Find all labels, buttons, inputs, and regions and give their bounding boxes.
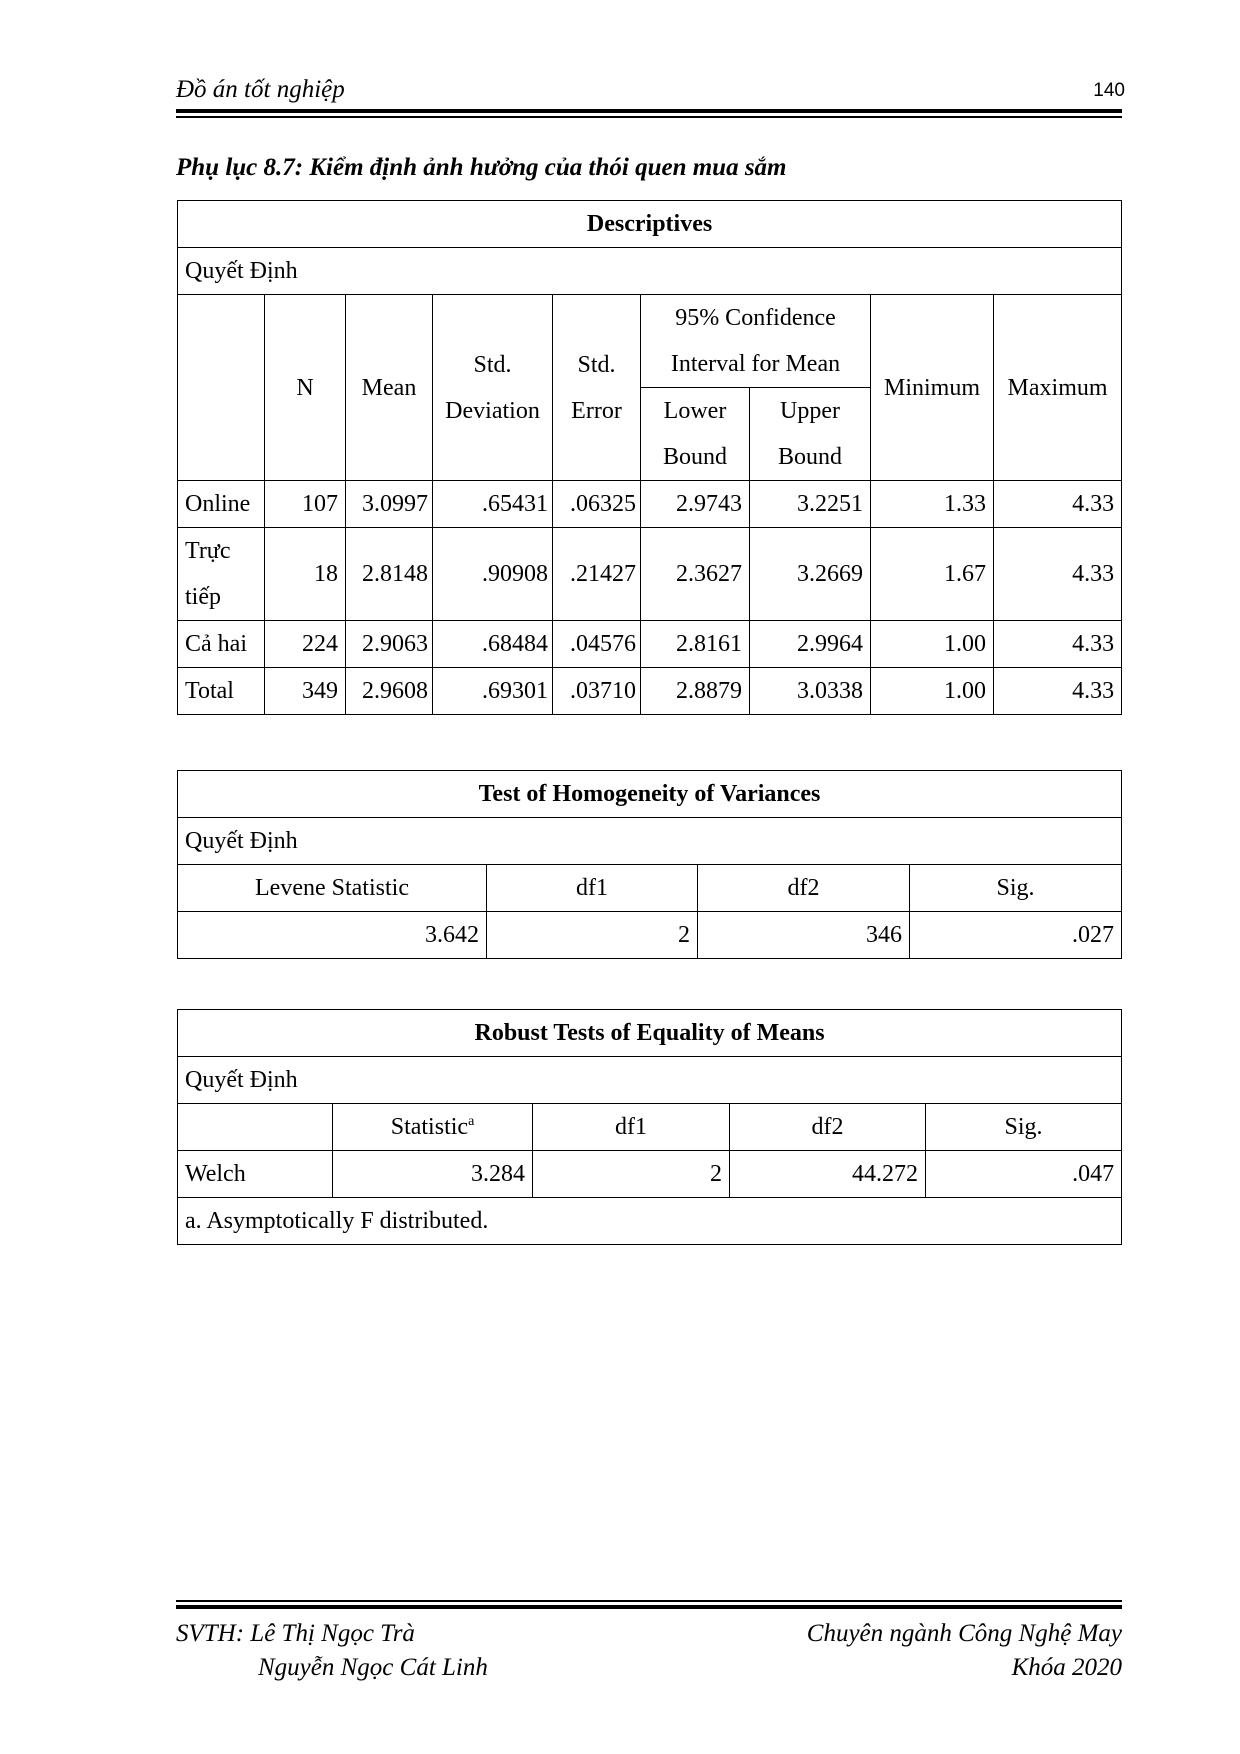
header-confidence-interval: 95% Confidence Interval for Mean bbox=[641, 295, 871, 388]
footer-authors bbox=[176, 1617, 488, 1685]
homogeneity-table bbox=[177, 770, 1122, 959]
header-df1: df1 bbox=[487, 865, 698, 912]
robust-footnote: a. Asymptotically F distributed. bbox=[178, 1198, 1122, 1245]
homogeneity-variable: Quyết Định bbox=[178, 818, 1122, 865]
footer-svth-line1: SVTH: Lê Thị Ngọc Trà bbox=[176, 1620, 415, 1647]
header-maximum: Maximum bbox=[994, 295, 1122, 481]
header-sig: Sig. bbox=[926, 1104, 1122, 1151]
table-row: Trực tiếp 18 2.8148 .90908 .21427 2.3627 3.2669 1.67 4.33 bbox=[178, 528, 1122, 621]
descriptives-corner-cell bbox=[178, 295, 265, 481]
table-row: Welch 3.284 2 44.272 .047 bbox=[178, 1151, 1122, 1198]
footer-rule-thin bbox=[176, 1600, 1122, 1602]
header-df2: df2 bbox=[698, 865, 910, 912]
footer-major: Chuyên ngành Công Nghệ May bbox=[806, 1620, 1122, 1647]
header-std-error: Std. Error bbox=[553, 295, 641, 481]
table-row: Cả hai 224 2.9063 .68484 .04576 2.8161 2.9964 1.00 4.33 bbox=[178, 621, 1122, 668]
footer-course: Khóa 2020 bbox=[1011, 1654, 1122, 1681]
header-levene-statistic: Levene Statistic bbox=[178, 865, 487, 912]
table-row: 3.642 2 346 .027 bbox=[178, 912, 1122, 959]
header-df1: df1 bbox=[533, 1104, 730, 1151]
descriptives-table bbox=[177, 200, 1122, 715]
robust-tests-table bbox=[177, 1009, 1122, 1245]
header-rule-thin bbox=[176, 116, 1122, 118]
robust-variable: Quyết Định bbox=[178, 1057, 1122, 1104]
header-mean: Mean bbox=[346, 295, 433, 481]
descriptives-title: Descriptives bbox=[178, 201, 1122, 248]
appendix-title: Phụ lục 8.7: Kiểm định ảnh hưởng của thói quen mua sắm bbox=[176, 154, 787, 181]
header-title: Đồ án tốt nghiệp bbox=[176, 76, 345, 103]
header-upper-bound: Upper Bound bbox=[750, 388, 871, 481]
robust-corner-cell bbox=[178, 1104, 333, 1151]
page-number: 140 bbox=[1093, 80, 1125, 101]
footer-rule-thick bbox=[176, 1605, 1122, 1609]
homogeneity-title: Test of Homogeneity of Variances bbox=[178, 771, 1122, 818]
header-std-deviation: Std. Deviation bbox=[433, 295, 553, 481]
header-lower-bound: Lower Bound bbox=[641, 388, 750, 481]
table-row: Total 349 2.9608 .69301 .03710 2.8879 3.0338 1.00 4.33 bbox=[178, 668, 1122, 715]
robust-title: Robust Tests of Equality of Means bbox=[178, 1010, 1122, 1057]
header-n: N bbox=[265, 295, 346, 481]
descriptives-variable: Quyết Định bbox=[178, 248, 1122, 295]
header-df2: df2 bbox=[730, 1104, 926, 1151]
table-row: Online 107 3.0997 .65431 .06325 2.9743 3.2251 1.33 4.33 bbox=[178, 481, 1122, 528]
header-statistic: Statistic$^a$ bbox=[333, 1104, 533, 1151]
header-rule-thick bbox=[176, 109, 1122, 113]
footer-program bbox=[807, 1617, 1122, 1685]
header-minimum: Minimum bbox=[871, 295, 994, 481]
footer-svth-line2: Nguyễn Ngọc Cát Linh bbox=[258, 1654, 488, 1681]
header-sig: Sig. bbox=[910, 865, 1122, 912]
